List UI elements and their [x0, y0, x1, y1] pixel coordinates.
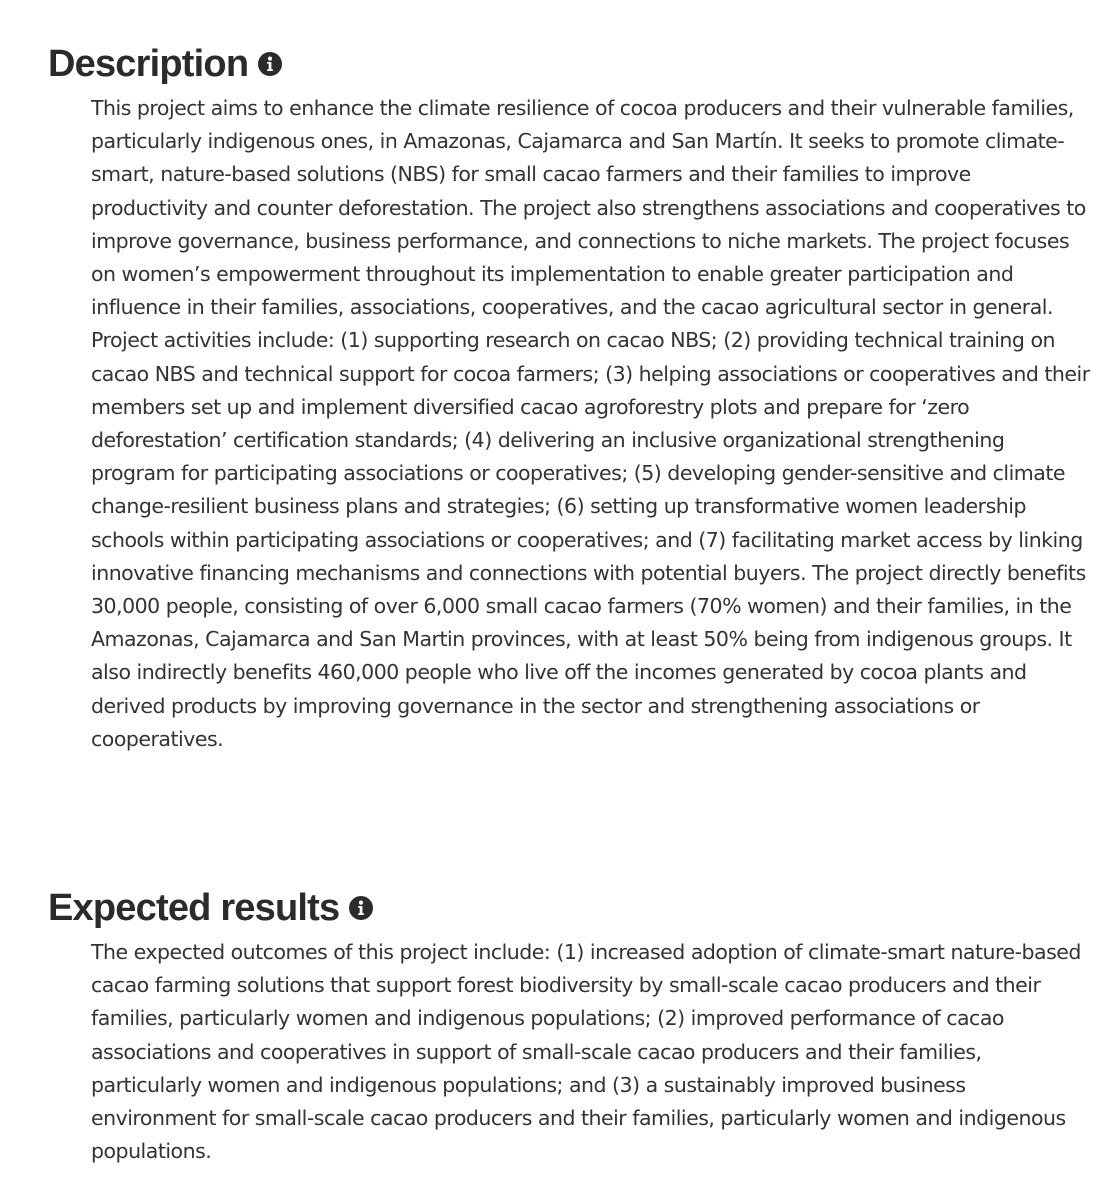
description-text: This project aims to enhance the climate resilience of cocoa producers and their vulnerable families, particularly indigenous ones, in Amazonas, Cajamarca and San Martín. It seeks to promote climate-smart, nature-based solutions (NBS) for small cacao farmers and their families to improve productivity and counter deforestation. The project also strengthens associations and cooperatives to improve governance, business performance, and connections to niche markets. The project focuses on women’s empowerment throughout its implementation to enable greater participation and influence in their families, associations, cooperatives, and the cacao agricultural sector in general. Project activities include: (1) supporting research on cacao NBS; (2) providing technical training on cacao NBS and technical support for cocoa farmers; (3) helping associations or cooperatives and their members set up and implement diversified cacao agroforestry plots and prepare for ‘zero deforestation’ certification standards; (4) delivering an inclusive organizational strengthening program for participating associations or cooperatives; (5) developing gender-sensitive and climate change-resilient business plans and strategies; (6) setting up transformative women leadership schools within participating associations or cooperatives; and (7) facilitating market access by linking innovative financing mechanisms and connections with potential buyers. The project directly benefits 30,000 people, consisting of over 6,000 small cacao farmers (70% women) and their families, in the Amazonas, Cajamarca and San Martin provinces, with at least 50% being from indigenous groups. It also indirectly benefits 460,000 people who live off the incomes generated by cocoa plants and derived products by improving governance in the sector and strengthening associations or cooperatives. — [91, 96, 1090, 751]
expected-results-heading — [48, 884, 1098, 932]
description-section — [48, 40, 1098, 756]
description-heading — [48, 40, 1098, 88]
expected-results-title: Expected results — [48, 887, 340, 929]
info-icon[interactable] — [348, 895, 374, 921]
expected-results-section — [48, 884, 1098, 1168]
description-title: Description — [48, 43, 249, 85]
expected-results-text: The expected outcomes of this project include: (1) increased adoption of climate-smart nature-based cacao farming solutions that support forest biodiversity by small-scale cacao producers and their families, particularly women and indigenous populations; (2) improved performance of cacao associations and cooperatives in support of small-scale cacao producers and their families, particularly women and indigenous populations; and (3) a sustainably improved business environment for small-scale cacao producers and their families, particularly women and indigenous populations. — [91, 940, 1081, 1164]
info-icon[interactable] — [257, 51, 283, 77]
